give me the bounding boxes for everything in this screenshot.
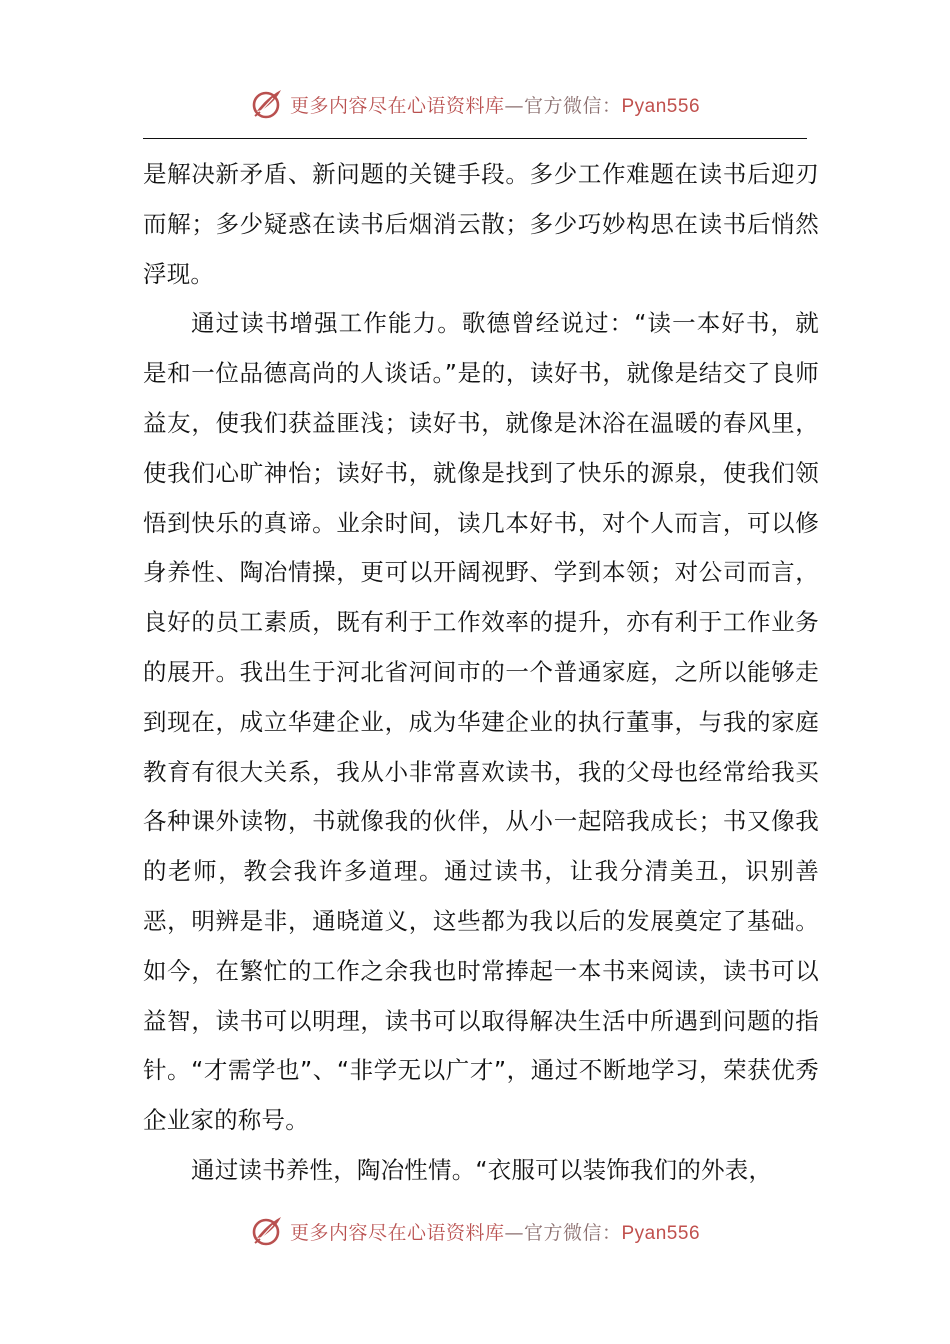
quill-pen-logo-icon [250,87,284,121]
watermark-site-text: 更多内容尽在心语资料库 [289,94,505,117]
brand-watermark [250,1214,700,1248]
watermark-site-text: 更多内容尽在心语资料库 [289,1221,505,1244]
watermark-text [290,91,700,118]
header-divider [143,138,807,139]
watermark-wechat-id: Pyan556 [621,95,701,117]
brand-watermark [250,87,700,121]
document-body [143,150,819,1196]
watermark-wechat-id: Pyan556 [621,1222,701,1244]
body-paragraph-continued: 是解决新矛盾、新问题的关键手段。多少工作难题在读书后迎刃而解；多少疑惑在读书后烟消云散；多少巧妙构思在读书后悄然浮现。 [143,160,819,288]
watermark-contact-label: 官方微信： [523,94,622,117]
body-paragraph: 通过读书增强工作能力。歌德曾经说过：“读一本好书，就是和一位品德高尚的人谈话。”是的，读好书，就像是结交了良师益友，使我们获益匪浅；读好书，就像是沐浴在温暖的春风里，使我们心旷神怡；读好书，就像是找到了快乐的源泉，使我们领悟到快乐的真谛。业余时间，读几本好书，对个人而言，可以修身养性、陶冶情操，更可以开阔视野、学到本领；对公司而言，良好的员工素质，既有利于工作效率的提升，亦有利于工作业务的展开。我出生于河北省河间市的一个普通家庭，之所以能够走到现在，成立华建企业，成为华建企业的执行董事，与我的家庭教育有很大关系，我从小非常喜欢读书，我的父母也经常给我买各种课外读物，书就像我的伙伴，从小一起陪我成长；书又像我的老师，教会我许多道理。通过读书，让我分清美丑，识别善恶，明辨是非，通晓道义，这些都为我以后的发展奠定了基础。如今，在繁忙的工作之余我也时常捧起一本书来阅读，读书可以益智，读书可以明理，读书可以取得解决生活中所遇到问题的指针。“才需学也”、“非学无以广才”，通过不断地学习，荣获优秀企业家的称号。 [143,309,819,1135]
quill-pen-logo-icon [250,1214,284,1248]
page-header-watermark [0,84,950,124]
watermark-dash: — [504,1221,524,1244]
watermark-dash: — [504,94,524,117]
page-footer-watermark [0,1211,950,1251]
body-paragraph: 通过读书养性，陶冶性情。“衣服可以装饰我们的外表， [191,1155,773,1184]
watermark-text [290,1218,700,1245]
watermark-contact-label: 官方微信： [523,1221,622,1244]
